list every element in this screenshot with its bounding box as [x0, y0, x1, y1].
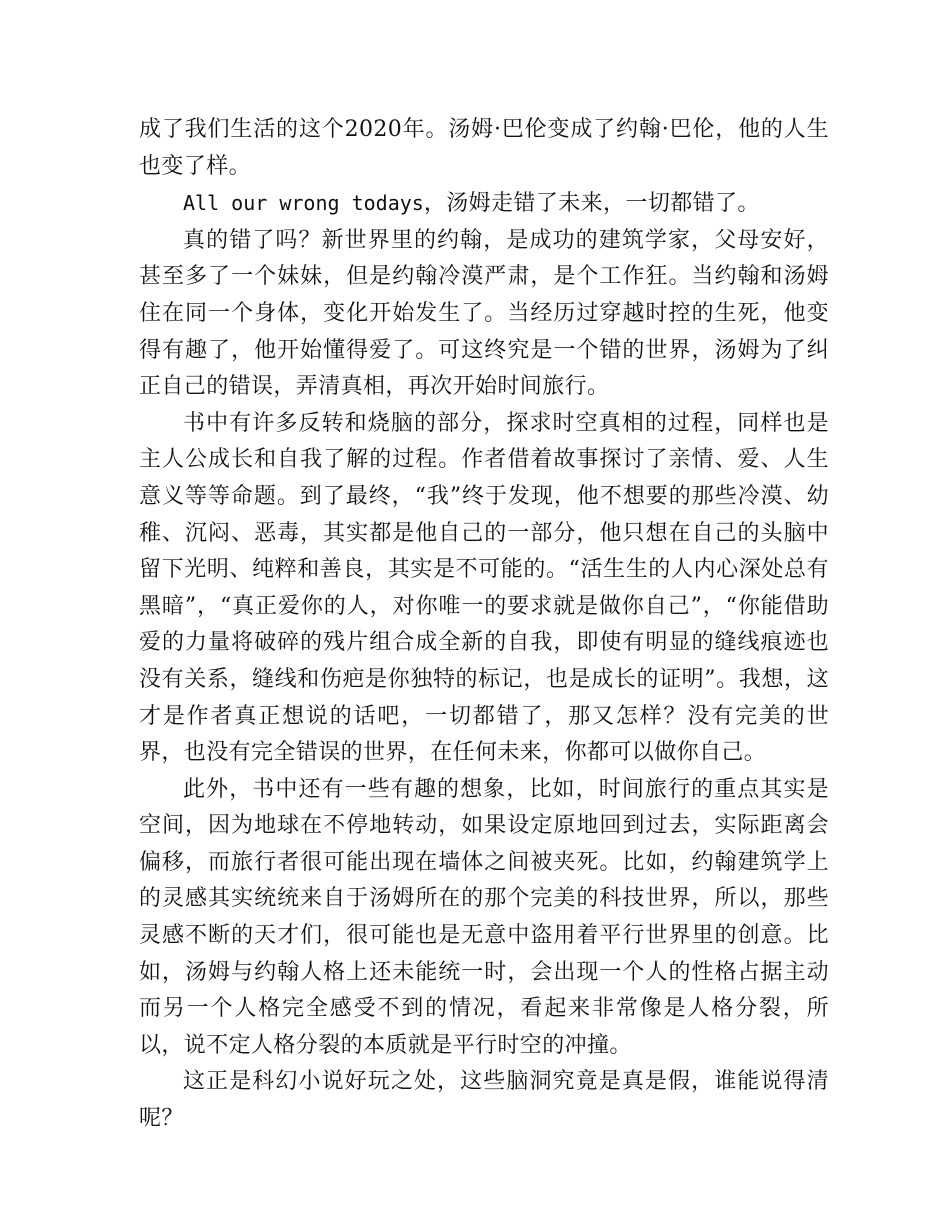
- paragraph-2: [139, 185, 829, 223]
- paragraph-2-text: ，汤姆走错了未来，一切都错了。: [423, 191, 760, 217]
- paragraph-1: 成了我们生活的这个2020年。汤姆·巴伦变成了约翰·巴伦，他的人生也变了样。: [139, 117, 829, 179]
- paragraph-5: 此外，书中还有一些有趣的想象，比如，时间旅行的重点其实是空间，因为地球在不停地转动，如果设定原地回到过去，实际距离会偏移，而旅行者很可能出现在墙体之间被夹死。比如，约翰建筑学上的灵感其实统统来自于汤姆所在的那个完美的科技世界，所以，那些灵感不断的天才们，很可能也是无意中盗用着平行世界里的创意。比如，汤姆与约翰人格上还未能统一时，会出现一个人的性格占据主动而另一个人格完全感受不到的情况，看起来非常像是人格分裂，所以，说不定人格分裂的本质就是平行时空的冲撞。: [139, 776, 829, 1058]
- paragraph-6: 这正是科幻小说好玩之处，这些脑洞究竟是真是假，谁能说得清呢？: [139, 1069, 829, 1132]
- document-body: [139, 112, 829, 1138]
- paragraph-4: 书中有许多反转和烧脑的部分，探求时空真相的过程，同样也是主人公成长和自我了解的过程。作者借着故事探讨了亲情、爱、人生意义等等命题。到了最终，“我”终于发现，他不想要的那些冷漠、幼稚、沉闷、恶毒，其实都是他自己的一部分，他只想在自己的头脑中留下光明、纯粹和善良，其实是不可能的。“活生生的人内心深处总有黑暗”，“真正爱你的人，对你唯一的要求就是做你自己”，“你能借助爱的力量将破碎的残片组合成全新的自我，即使有明显的缝线痕迹也没有关系，缝线和伤疤是你独特的标记，也是成长的证明”。我想，这才是作者真正想说的话吧，一切都错了，那又怎样？没有完美的世界，也没有完全错误的世界，在任何未来，你都可以做你自己。: [139, 410, 829, 766]
- english-title-run: All our wrong todays: [183, 191, 424, 216]
- paragraph-3: 真的错了吗？新世界里的约翰，是成功的建筑学家，父母安好，甚至多了一个妹妹，但是约翰冷漠严肃，是个工作狂。当约翰和汤姆住在同一个身体，变化开始发生了。当经历过穿越时控的生死，他变得有趣了，他开始懂得爱了。可这终究是一个错的世界，汤姆为了纠正自己的错误，弄清真相，再次开始时间旅行。: [139, 227, 829, 400]
